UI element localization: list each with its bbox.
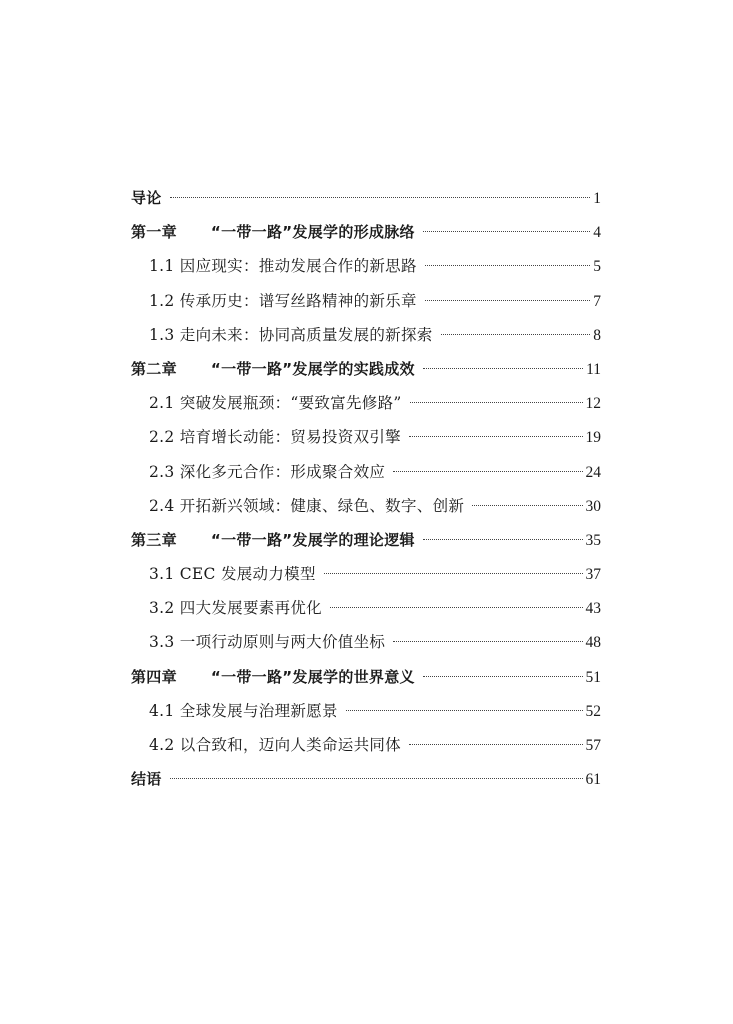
toc-entry-title xyxy=(131,762,162,796)
toc-entry-section-4-1[interactable] xyxy=(131,694,601,728)
page-number: 30 xyxy=(585,497,601,515)
dot-leader xyxy=(393,641,582,642)
toc-entry-title xyxy=(131,352,415,386)
page-number: 5 xyxy=(593,258,601,276)
dot-leader xyxy=(324,573,583,574)
page-number: 8 xyxy=(593,326,601,344)
dot-leader xyxy=(441,334,591,335)
toc-entry-title xyxy=(131,660,415,694)
page-number: 4 xyxy=(593,224,601,242)
table-of-contents xyxy=(131,181,601,796)
dot-leader xyxy=(425,265,590,266)
toc-entry-section-2-2[interactable] xyxy=(131,420,601,454)
toc-entry-section-3-3[interactable] xyxy=(131,625,601,659)
toc-entry-section-2-3[interactable] xyxy=(131,455,601,489)
page-number: 11 xyxy=(586,360,601,378)
chapter-title: “一带一路”发展学的理论逻辑 xyxy=(210,530,415,549)
page-number: 51 xyxy=(585,668,601,686)
dot-leader xyxy=(170,197,591,198)
toc-entry-title xyxy=(131,215,415,249)
section-title: 2.4 开拓新兴领域：健康、绿色、数字、创新 xyxy=(149,496,465,515)
page-number: 24 xyxy=(585,463,601,481)
section-title: 4.2 以合致和，迈向人类命运共同体 xyxy=(149,736,401,754)
dot-leader xyxy=(346,710,583,711)
chapter-title: “一带一路”发展学的形成脉络 xyxy=(210,223,415,242)
page-number: 19 xyxy=(585,429,601,447)
page-number: 61 xyxy=(585,771,601,789)
section-title: 3.2 四大发展要素再优化 xyxy=(149,599,322,618)
section-title: 1.2 传承历史：谱写丝路精神的新乐章 xyxy=(149,291,417,310)
toc-entry-conclusion[interactable] xyxy=(131,762,601,796)
dot-leader xyxy=(330,607,583,608)
toc-entry-section-1-3[interactable] xyxy=(131,318,601,352)
page-number: 57 xyxy=(585,737,601,754)
toc-entry-chapter-4[interactable] xyxy=(131,660,601,694)
toc-entry-introduction[interactable] xyxy=(131,181,601,215)
section-title: 2.3 深化多元合作：形成聚合效应 xyxy=(149,462,386,481)
page-number: 52 xyxy=(585,702,601,720)
section-title: 2.2 培育增长动能：贸易投资双引擎 xyxy=(149,428,401,447)
toc-entry-chapter-3[interactable] xyxy=(131,523,601,557)
chapter-label: 第四章 xyxy=(131,667,177,686)
section-title: 3.1 CEC 发展动力模型 xyxy=(149,565,316,584)
dot-leader xyxy=(425,300,590,301)
toc-entry-section-2-4[interactable] xyxy=(131,489,601,523)
dot-leader xyxy=(423,539,583,540)
chapter-label: 第一章 xyxy=(131,223,177,242)
toc-entry-section-2-1[interactable] xyxy=(131,386,601,420)
dot-leader xyxy=(410,402,583,403)
dot-leader xyxy=(423,676,583,677)
dot-leader xyxy=(409,744,583,745)
section-title: 1.1 因应现实：推动发展合作的新思路 xyxy=(149,257,417,276)
toc-entry-chapter-1[interactable] xyxy=(131,215,601,249)
page-number: 43 xyxy=(585,600,601,618)
page-number: 37 xyxy=(585,566,601,584)
section-title: 1.3 走向未来：协同高质量发展的新探索 xyxy=(149,325,433,344)
toc-entry-title xyxy=(131,181,162,215)
dot-leader xyxy=(472,505,582,506)
page-number: 7 xyxy=(593,292,601,310)
chapter-label: 第三章 xyxy=(131,530,177,549)
chapter-label: 导论 xyxy=(131,189,162,207)
toc-entry-section-4-2[interactable] xyxy=(131,728,601,762)
section-title: 4.1 全球发展与治理新愿景 xyxy=(149,701,338,720)
dot-leader xyxy=(423,231,590,232)
toc-entry-section-1-2[interactable] xyxy=(131,284,601,318)
toc-entry-section-3-2[interactable] xyxy=(131,591,601,625)
dot-leader xyxy=(423,368,583,369)
dot-leader xyxy=(170,778,583,779)
toc-entry-title xyxy=(131,523,415,557)
page-number: 1 xyxy=(593,190,601,207)
section-title: 2.1 突破发展瓶颈：“要致富先修路” xyxy=(149,394,402,413)
chapter-label: 第二章 xyxy=(131,359,177,378)
dot-leader xyxy=(409,436,583,437)
toc-entry-chapter-2[interactable] xyxy=(131,352,601,386)
page-number: 12 xyxy=(585,395,601,413)
page-number: 48 xyxy=(585,634,601,652)
page-number: 35 xyxy=(585,531,601,549)
toc-entry-section-3-1[interactable] xyxy=(131,557,601,591)
chapter-title: “一带一路”发展学的实践成效 xyxy=(210,359,415,378)
chapter-title: “一带一路”发展学的世界意义 xyxy=(210,667,415,686)
dot-leader xyxy=(393,471,582,472)
toc-entry-section-1-1[interactable] xyxy=(131,249,601,283)
chapter-label: 结语 xyxy=(131,770,162,789)
section-title: 3.3 一项行动原则与两大价值坐标 xyxy=(149,633,386,652)
